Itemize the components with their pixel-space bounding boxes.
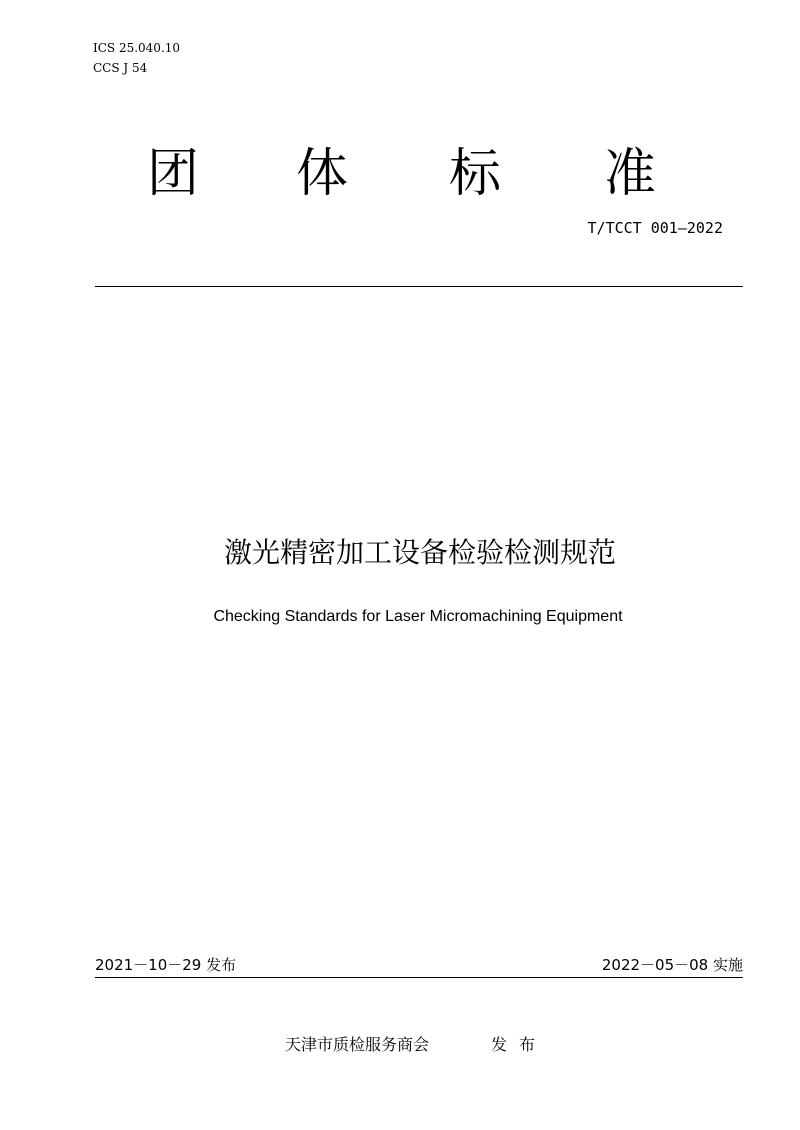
bottom-divider xyxy=(95,977,743,978)
top-divider xyxy=(95,286,743,287)
ccs-code: CCS J 54 xyxy=(93,61,148,75)
title-chinese: 激光精密加工设备检验检测规范 xyxy=(223,536,616,569)
publisher-name: 天津市质检服务商会 xyxy=(285,1035,430,1054)
standard-type-char: 体 xyxy=(296,144,349,204)
publish-label: 发布 xyxy=(491,1035,548,1054)
standard-type-char: 准 xyxy=(604,144,657,204)
issue-date: 2021－10－29 发布 xyxy=(95,956,237,974)
title-english: Checking Standards for Laser Micromachining Equipment xyxy=(213,608,623,625)
standard-type-char: 团 xyxy=(147,144,200,204)
implementation-date: 2022－05－08 实施 xyxy=(601,956,743,974)
ics-code: ICS 25.040.10 xyxy=(93,41,181,55)
standard-number: T/TCCT 001—2022 xyxy=(587,219,723,237)
standard-type-char: 标 xyxy=(449,144,502,204)
